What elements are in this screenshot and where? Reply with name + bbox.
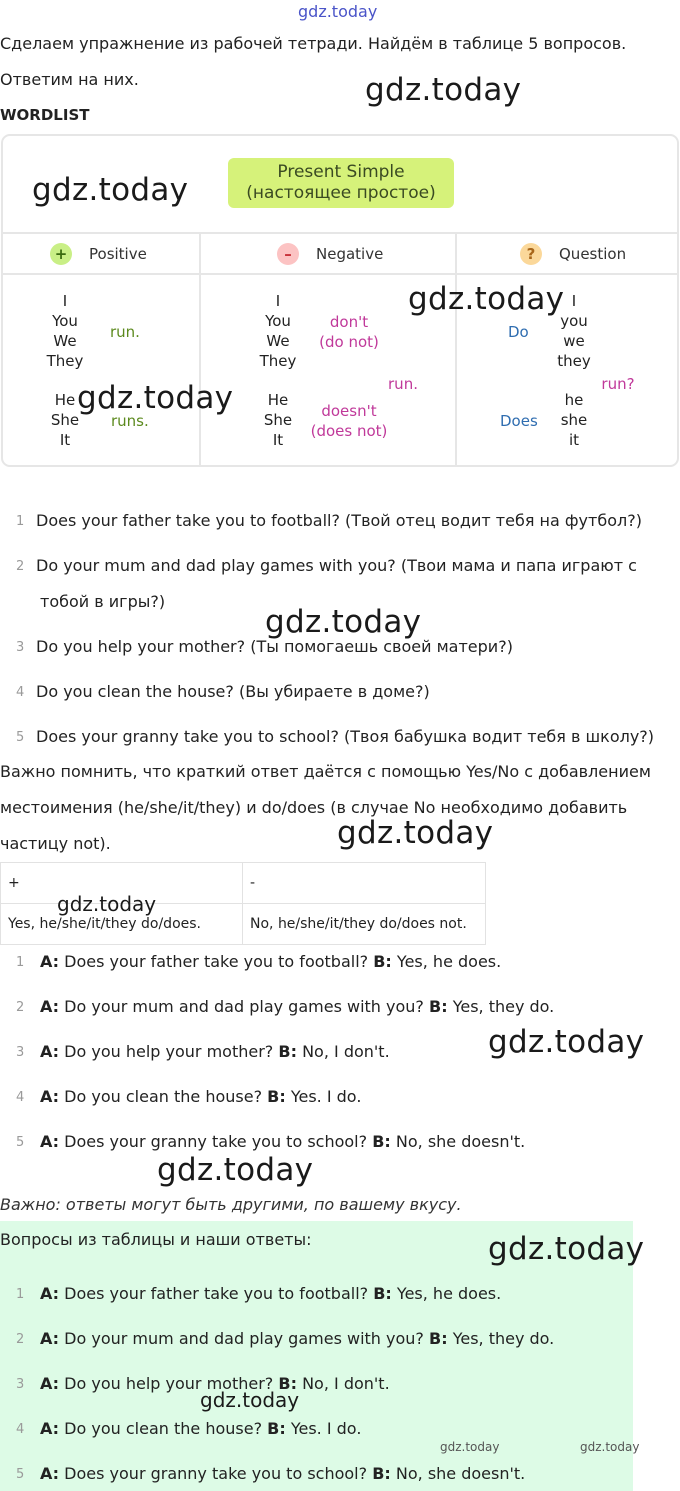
question-verb: run?	[601, 375, 635, 393]
item-number: 2	[16, 1332, 25, 1347]
speaker-b: B:	[267, 1087, 286, 1106]
item-number: 4	[16, 1090, 25, 1105]
answer-question: Do you help your mother?	[64, 1042, 274, 1061]
negative-aux-doesnt-full: (does not)	[310, 422, 388, 440]
pronoun: it	[568, 431, 580, 449]
pronoun: she	[560, 411, 588, 429]
table-header-plus: +	[1, 863, 243, 904]
speaker-a: A:	[40, 1132, 60, 1151]
watermark: gdz.today	[57, 892, 157, 916]
answer-text: Yes, they do.	[452, 1329, 555, 1348]
watermark: gdz.today	[580, 1440, 640, 1454]
important-note: Важно: ответы могут быть другими, по вашему вкусу.	[0, 1195, 462, 1214]
item-number: 3	[16, 640, 25, 655]
item-number: 2	[16, 559, 25, 574]
pronoun: It	[272, 431, 284, 449]
minus-icon: –	[277, 243, 299, 265]
speaker-b: B:	[278, 1374, 297, 1393]
divider	[199, 232, 201, 467]
negative-aux-doesnt: doesn't	[321, 402, 377, 420]
answer-text: Yes. I do.	[290, 1087, 362, 1106]
divider	[3, 273, 677, 275]
column-positive: Positive	[89, 245, 147, 263]
pronoun: I	[571, 292, 577, 310]
pronoun: you	[560, 312, 588, 330]
positive-verb: run.	[110, 323, 140, 341]
question-text: тобой в игры?)	[40, 592, 166, 611]
question-aux-do: Do	[508, 323, 529, 341]
answer-text: No, she doesn't.	[395, 1132, 526, 1151]
answer-text: Yes. I do.	[290, 1419, 362, 1438]
answer-question: Does your granny take you to school?	[64, 1132, 368, 1151]
speaker-a: A:	[40, 1042, 60, 1061]
speaker-b: B:	[372, 1132, 391, 1151]
item-number: 3	[16, 1377, 25, 1392]
item-number: 4	[16, 685, 25, 700]
column-negative: Negative	[316, 245, 384, 263]
divider	[455, 232, 457, 467]
answer-question: Do your mum and dad play games with you?	[64, 997, 424, 1016]
negative-aux-dont-full: (do not)	[319, 333, 379, 351]
pronoun: he	[564, 391, 584, 409]
pronoun: I	[275, 292, 281, 310]
item-number: 1	[16, 1287, 25, 1302]
watermark: gdz.today	[77, 380, 234, 416]
pronoun: They	[259, 352, 297, 370]
answer-question: Does your granny take you to school?	[64, 1464, 368, 1483]
present-simple-title-en: Present Simple	[277, 162, 405, 182]
answer-question: Does your father take you to football?	[64, 1284, 369, 1303]
answer-text: Yes, they do.	[452, 997, 555, 1016]
item-number: 1	[16, 514, 25, 529]
pronoun: He	[267, 391, 289, 409]
item-number: 3	[16, 1045, 25, 1060]
table-cell-yes: Yes, he/she/it/they do/does.	[1, 904, 243, 945]
answer-text: No, I don't.	[302, 1042, 390, 1061]
table-cell-no: No, he/she/it/they do/does not.	[243, 904, 486, 945]
speaker-b: B:	[278, 1042, 297, 1061]
pronoun: We	[53, 332, 77, 350]
item-number: 5	[16, 730, 25, 745]
item-number: 1	[16, 955, 25, 970]
answer-question: Does your father take you to football?	[64, 952, 369, 971]
negative-aux-dont: don't	[329, 313, 369, 331]
watermark: gdz.today	[365, 72, 522, 108]
answer-text: Yes, he does.	[396, 952, 502, 971]
item-number: 5	[16, 1135, 25, 1150]
item-number: 5	[16, 1467, 25, 1482]
pronoun: We	[266, 332, 290, 350]
question-aux-does: Does	[500, 412, 538, 430]
item-number: 2	[16, 1000, 25, 1015]
answer-question: Do your mum and dad play games with you?	[64, 1329, 424, 1348]
watermark: gdz.today	[157, 1152, 314, 1188]
speaker-b: B:	[372, 1464, 391, 1483]
speaker-a: A:	[40, 1329, 60, 1348]
note-line-1: Важно помнить, что краткий ответ даётся с помощью Yes/No с добавлением	[0, 762, 651, 781]
question-icon: ?	[520, 243, 542, 265]
watermark: gdz.today	[200, 1388, 300, 1412]
intro-line-2: Ответим на них.	[0, 70, 139, 89]
pronoun: She	[50, 411, 80, 429]
speaker-a: A:	[40, 1464, 60, 1483]
pronoun: You	[52, 312, 78, 330]
plus-icon: +	[50, 243, 72, 265]
answer-text: No, I don't.	[302, 1374, 390, 1393]
speaker-b: B:	[373, 952, 392, 971]
speaker-a: A:	[40, 1374, 60, 1393]
summary-heading: Вопросы из таблицы и наши ответы:	[0, 1230, 312, 1249]
watermark: gdz.today	[337, 815, 494, 851]
note-line-2: местоимения (he/she/it/they) и do/does (в случае No необходимо добавить	[0, 798, 628, 817]
pronoun: He	[54, 391, 76, 409]
divider	[3, 232, 677, 234]
speaker-a: A:	[40, 997, 60, 1016]
question-text: Do you clean the house? (Вы убираете в доме?)	[36, 682, 430, 701]
positive-verb-s: runs.	[111, 412, 149, 430]
wordlist-heading: WORDLIST	[0, 106, 90, 124]
question-text: Do you help your mother? (Ты помогаешь своей матери?)	[36, 637, 513, 656]
pronoun: She	[263, 411, 293, 429]
pronoun: I	[62, 292, 68, 310]
pronoun: They	[46, 352, 84, 370]
pronoun: we	[563, 332, 585, 350]
answer-question: Do you clean the house?	[64, 1419, 263, 1438]
speaker-a: A:	[40, 1087, 60, 1106]
table-header-minus: -	[243, 863, 486, 904]
question-text: Does your granny take you to school? (Твоя бабушка водит тебя в школу?)	[36, 727, 655, 746]
note-line-3: частицу not).	[0, 834, 111, 853]
speaker-b: B:	[267, 1419, 286, 1438]
answer-text: No, she doesn't.	[395, 1464, 526, 1483]
speaker-b: B:	[373, 1284, 392, 1303]
watermark: gdz.today	[32, 172, 189, 208]
speaker-a: A:	[40, 952, 60, 971]
speaker-b: B:	[429, 997, 448, 1016]
watermark: gdz.today	[408, 281, 565, 317]
speaker-a: A:	[40, 1284, 60, 1303]
watermark: gdz.today	[488, 1231, 645, 1267]
item-number: 4	[16, 1422, 25, 1437]
pronoun: You	[265, 312, 291, 330]
column-question: Question	[559, 245, 627, 263]
answer-question: Do you help your mother?	[64, 1374, 274, 1393]
speaker-a: A:	[40, 1419, 60, 1438]
pronoun: they	[557, 352, 591, 370]
pronoun: It	[59, 431, 71, 449]
answer-text: Yes, he does.	[396, 1284, 502, 1303]
speaker-b: B:	[429, 1329, 448, 1348]
present-simple-title	[228, 158, 454, 208]
present-simple-title-ru: (настоящее простое)	[246, 183, 436, 203]
question-text: Do your mum and dad play games with you? (Твои мама и папа играют с	[36, 556, 637, 575]
watermark: gdz.today	[298, 2, 378, 21]
watermark: gdz.today	[440, 1440, 500, 1454]
intro-line-1: Сделаем упражнение из рабочей тетради. Найдём в таблице 5 вопросов.	[0, 34, 627, 53]
answer-question: Do you clean the house?	[64, 1087, 263, 1106]
watermark: gdz.today	[488, 1024, 645, 1060]
question-text: Does your father take you to football? (Твой отец водит тебя на футбол?)	[36, 511, 642, 530]
watermark: gdz.today	[265, 604, 422, 640]
negative-verb: run.	[388, 375, 418, 393]
